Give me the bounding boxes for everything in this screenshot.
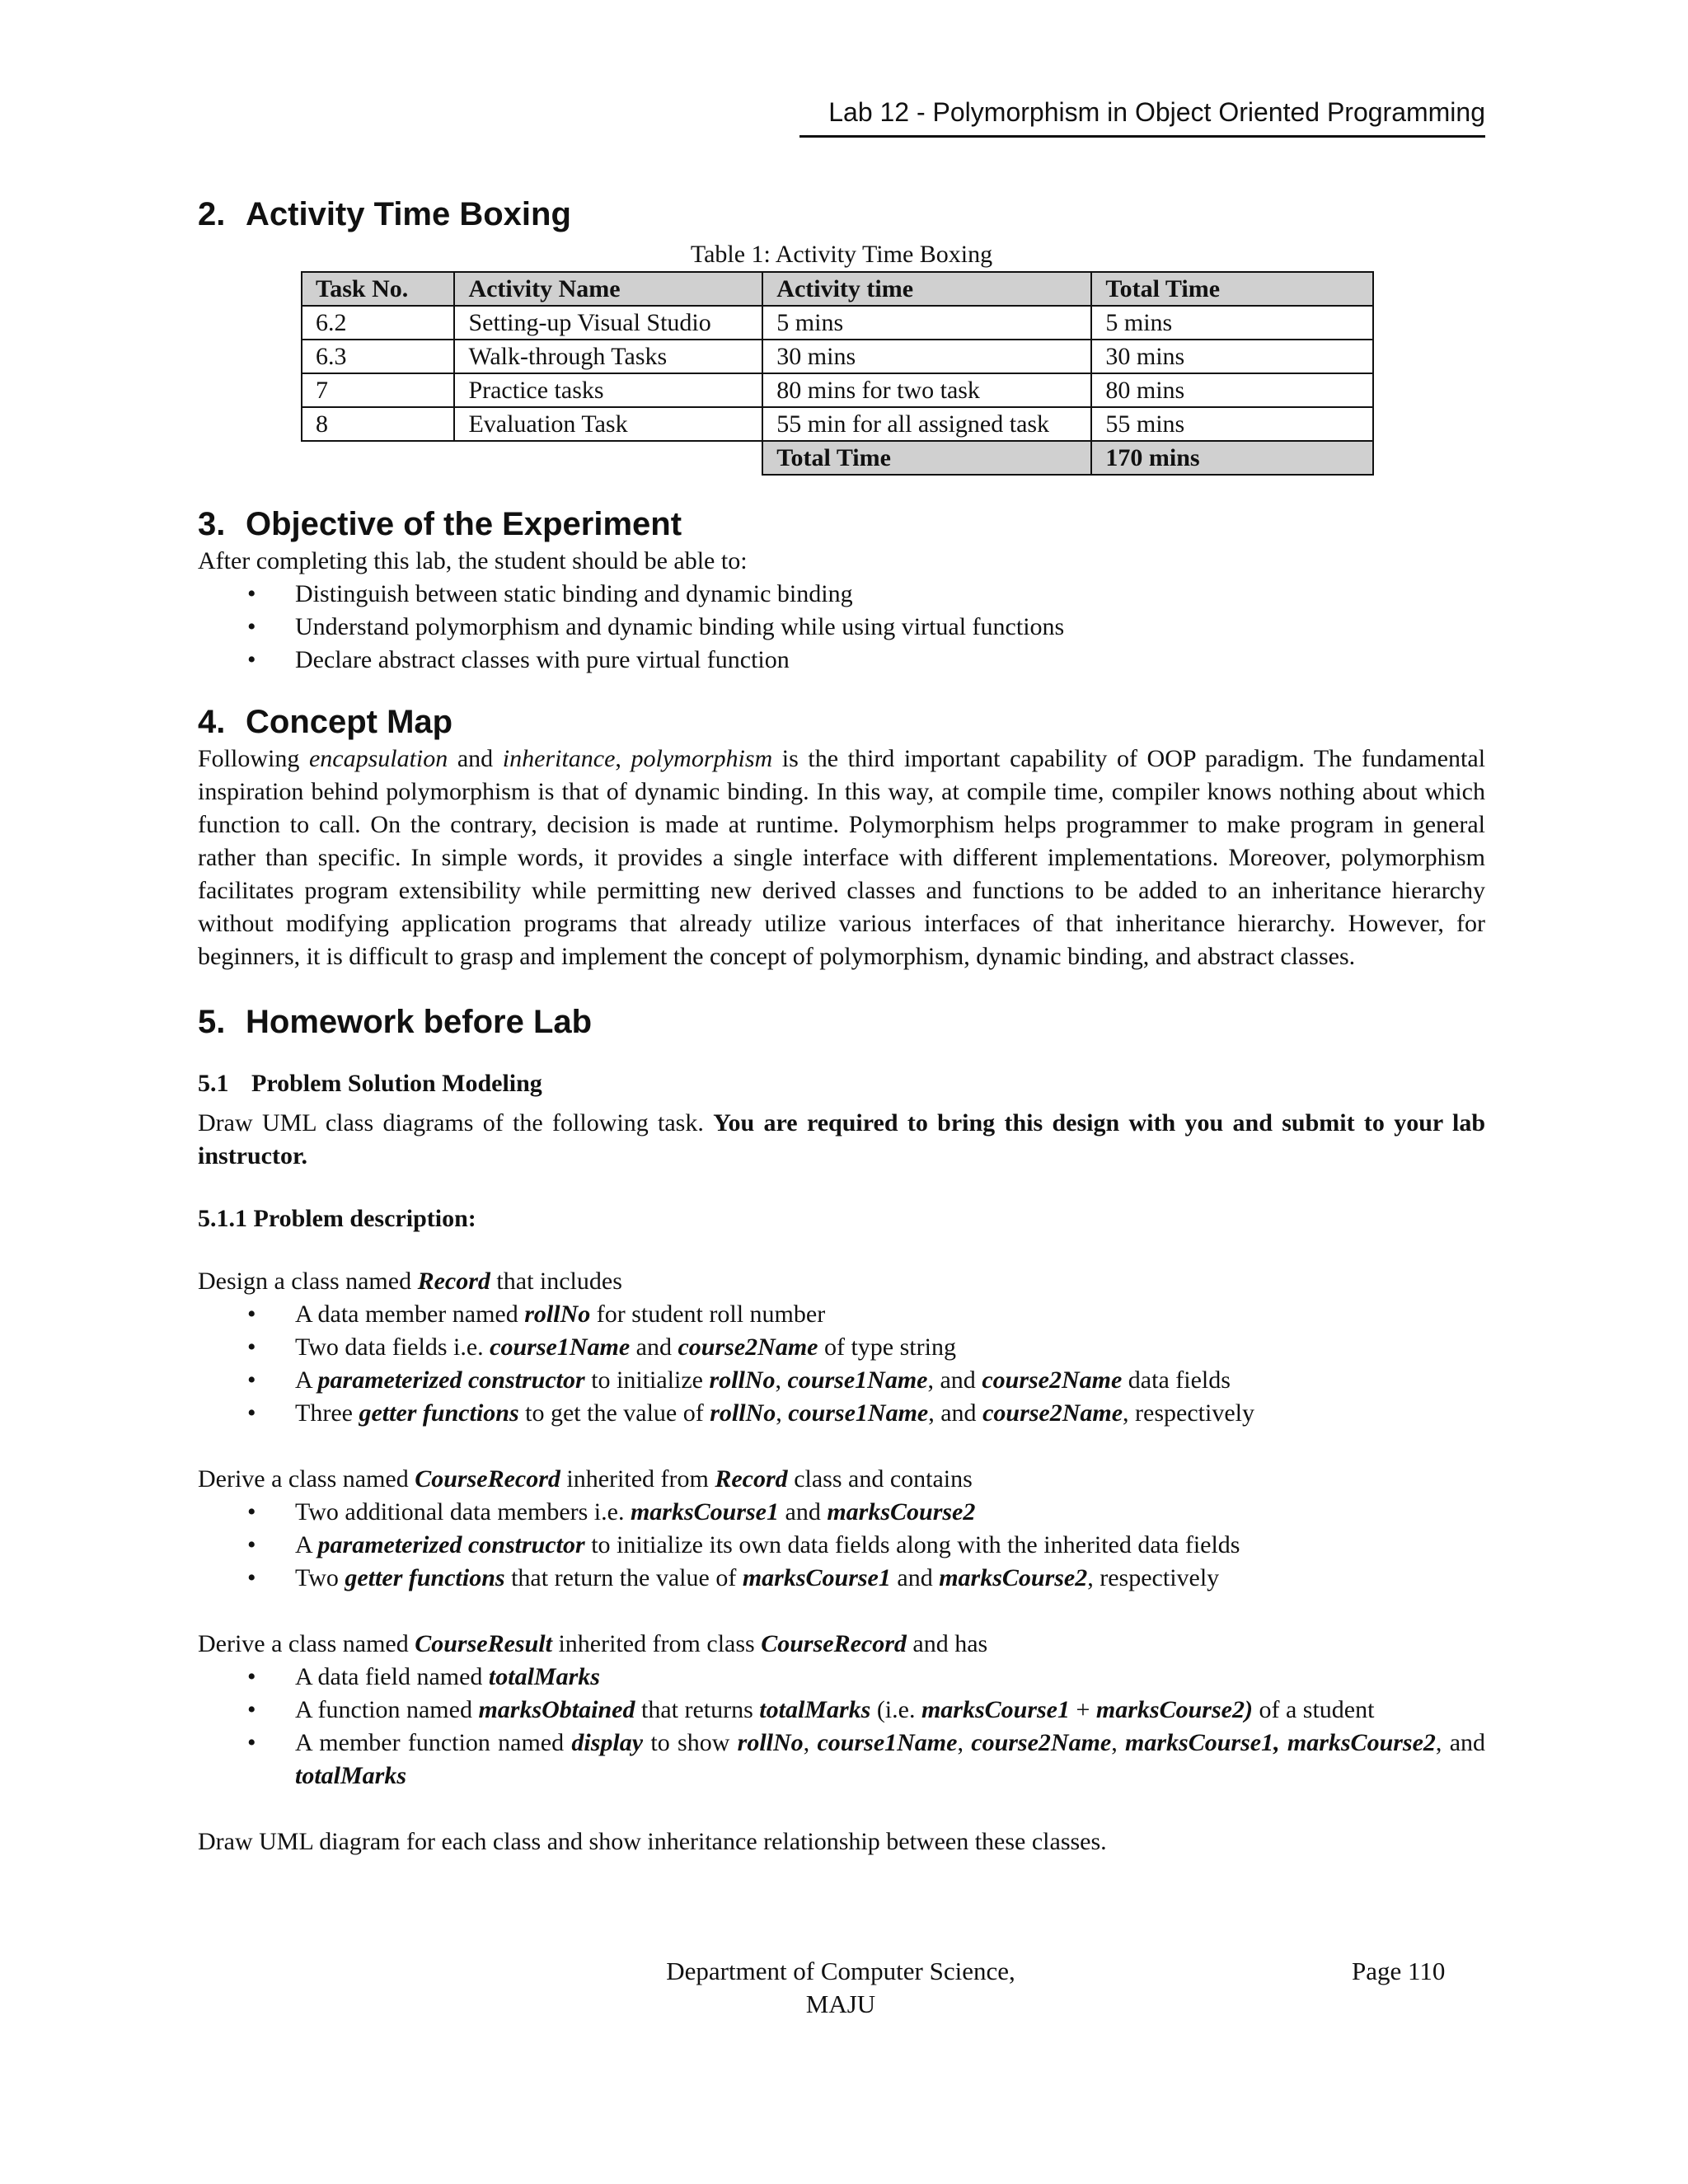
- list-item: • Declare abstract classes with pure virtual function: [198, 644, 1485, 677]
- table-total-row: [302, 441, 1373, 475]
- table-row: [302, 373, 1373, 407]
- list-item: • Two getter functions that return the value of marksCourse1 and marksCourse2, respectively: [198, 1562, 1485, 1595]
- objective-intro: After completing this lab, the student should be able to:: [198, 547, 748, 574]
- closing-paragraph: Draw UML diagram for each class and show inheritance relationship between these classes.: [198, 1828, 1107, 1855]
- table-row: [302, 340, 1373, 373]
- table-cell: 7: [302, 373, 454, 407]
- table-caption: Table 1: Activity Time Boxing: [690, 241, 993, 268]
- list-item: • Two data fields i.e. course1Name and course2Name of type string: [198, 1331, 1485, 1364]
- table-cell: 80 mins for two task: [762, 373, 1091, 407]
- page-footer: [626, 1955, 1055, 2021]
- table-cell: Walk-through Tasks: [454, 340, 762, 373]
- course-record-list: [198, 1496, 1485, 1595]
- page-content: [198, 194, 1485, 1858]
- list-item: • A member function named display to show rollNo, course1Name, course2Name, marksCourse1, marksCourse2, and totalMarks: [198, 1727, 1485, 1793]
- activity-time-table: [301, 271, 1374, 476]
- list-item: • A function named marksObtained that returns totalMarks (i.e. marksCourse1 + marksCourse2) of a student: [198, 1694, 1485, 1727]
- table-header-cell: Task No.: [302, 272, 454, 306]
- course-result-intro: Derive a class named CourseResult inherited from class CourseRecord and has: [198, 1630, 988, 1657]
- subsection-5-1-text: Draw UML class diagrams of the following task. You are required to bring this design with you and submit to your lab instructor.: [198, 1109, 1485, 1169]
- table-cell: 30 mins: [1091, 340, 1373, 373]
- table-row: [302, 306, 1373, 340]
- table-cell: Setting-up Visual Studio: [454, 306, 762, 340]
- course-record-intro: Derive a class named CourseRecord inherited from Record class and contains: [198, 1465, 973, 1493]
- course-result-list: [198, 1661, 1485, 1793]
- section-2-heading: 2. Activity Time Boxing: [198, 196, 571, 232]
- table-cell: 8: [302, 407, 454, 441]
- table-row: [302, 407, 1373, 441]
- list-item: • A data field named totalMarks: [198, 1661, 1485, 1694]
- page-header: [799, 96, 1485, 138]
- list-item: • Three getter functions to get the value of rollNo, course1Name, and course2Name, respectively: [198, 1397, 1485, 1430]
- section-5-heading: 5. Homework before Lab: [198, 1004, 593, 1040]
- record-intro: Design a class named Record that includes: [198, 1268, 622, 1295]
- footer-dept: Department of Computer Science,: [666, 1957, 1015, 1985]
- table-header-cell: Total Time: [1091, 272, 1373, 306]
- problem-description-heading: 5.1.1 Problem description:: [198, 1205, 476, 1232]
- list-item: • A data member named rollNo for student roll number: [198, 1298, 1485, 1331]
- list-item: • Understand polymorphism and dynamic binding while using virtual functions: [198, 611, 1485, 644]
- concept-map-paragraph: Following encapsulation and inheritance, polymorphism is the third important capability of OOP paradigm. The fundamental inspiration behind polymorphism is that of dynamic binding. In this way, at compile time, compiler knows nothing about which function to call. On the contrary, decision is made at runtime. Polymorphism helps programmer to make program in general rather than specific. In simple words, it provides a single interface with different implementations. Moreover, polymorphism facilitates program extensibility while permitting new derived classes and functions to be added to an inheritance hierarchy without modifying application programs that already utilize various interfaces of that inheritance hierarchy. However, for beginners, it is difficult to grasp and implement the concept of polymorphism, dynamic binding, and abstract classes.: [198, 745, 1486, 970]
- section-4-heading: 4. Concept Map: [198, 704, 453, 740]
- table-cell: 6.3: [302, 340, 454, 373]
- total-label-cell: Total Time: [762, 441, 1091, 475]
- table-cell: 5 mins: [762, 306, 1091, 340]
- table-cell: 5 mins: [1091, 306, 1373, 340]
- objective-list: [198, 578, 1485, 677]
- table-cell: Practice tasks: [454, 373, 762, 407]
- footer-org: MAJU: [805, 1990, 876, 2018]
- table-cell: 30 mins: [762, 340, 1091, 373]
- list-item: • Two additional data members i.e. marksCourse1 and marksCourse2: [198, 1496, 1485, 1529]
- record-list: [198, 1298, 1485, 1430]
- subsection-5-1-heading: 5.1 Problem Solution Modeling: [198, 1070, 542, 1097]
- table-header-row: [302, 272, 1373, 306]
- table-header-cell: Activity Name: [454, 272, 762, 306]
- list-item: • A parameterized constructor to initialize its own data fields along with the inherited data fields: [198, 1529, 1485, 1562]
- total-value-cell: 170 mins: [1091, 441, 1373, 475]
- table-blank-cell: [302, 441, 454, 475]
- table-blank-cell: [454, 441, 762, 475]
- table-cell: Evaluation Task: [454, 407, 762, 441]
- header-title: Lab 12 - Polymorphism in Object Oriented Programming: [828, 97, 1485, 127]
- table-cell: 55 min for all assigned task: [762, 407, 1091, 441]
- table-cell: 55 mins: [1091, 407, 1373, 441]
- table-cell: 6.2: [302, 306, 454, 340]
- table-header-cell: Activity time: [762, 272, 1091, 306]
- section-3-heading: 3. Objective of the Experiment: [198, 506, 682, 542]
- list-item: • Distinguish between static binding and dynamic binding: [198, 578, 1485, 611]
- table-cell: 80 mins: [1091, 373, 1373, 407]
- list-item: • A parameterized constructor to initialize rollNo, course1Name, and course2Name data fields: [198, 1364, 1485, 1397]
- page-number: Page 110: [1352, 1957, 1446, 1985]
